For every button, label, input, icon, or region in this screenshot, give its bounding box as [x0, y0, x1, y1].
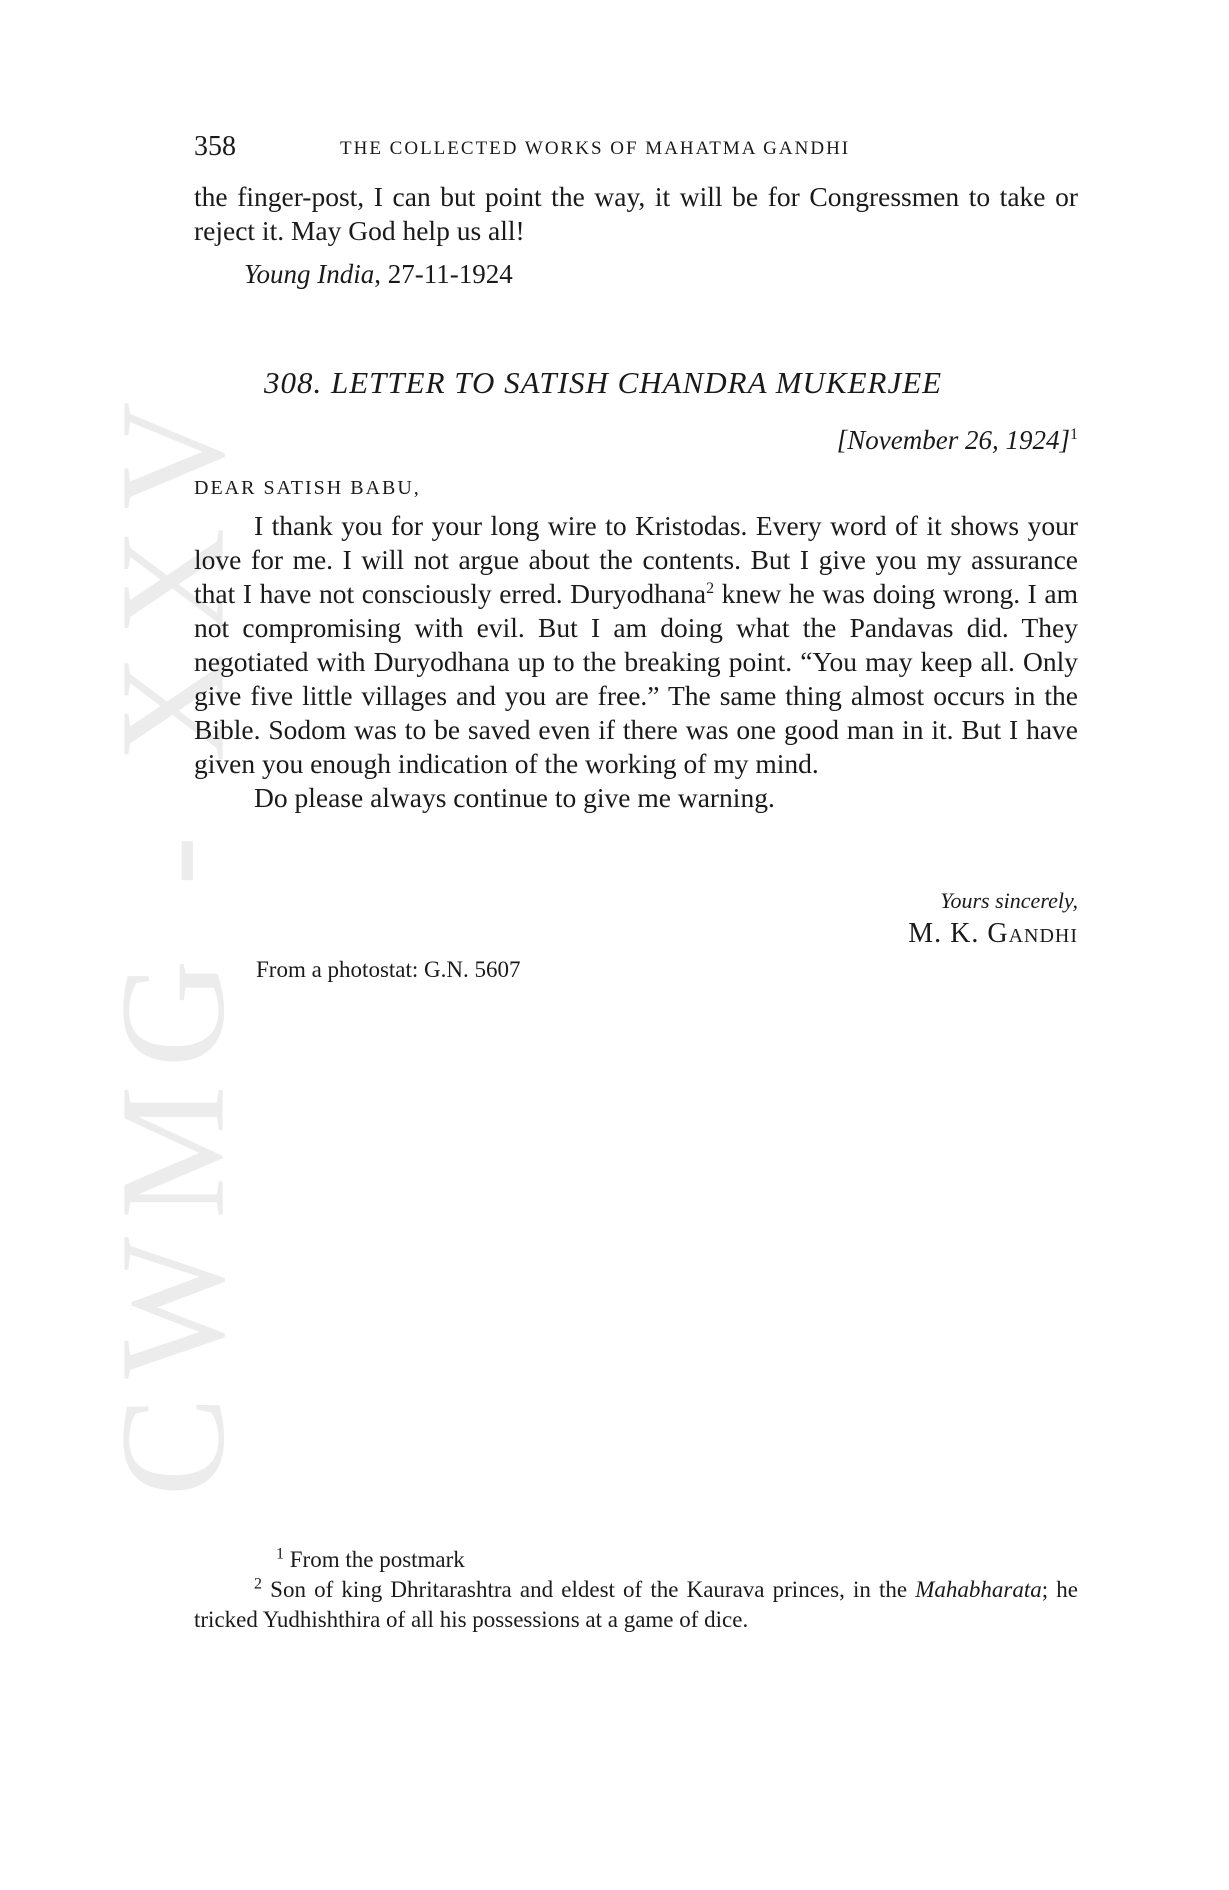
- footnote-ref-2: 2: [706, 579, 715, 597]
- source-publication: Young India: [244, 259, 375, 289]
- source-citation: [194, 259, 1128, 290]
- letter-closing: Yours sincerely,: [940, 888, 1078, 913]
- watermark-text: CWMG - XXV: [90, 383, 257, 1497]
- book-title: THE COLLECTED WORKS OF MAHATMA GANDHI: [340, 138, 851, 159]
- source-note: From a photostat: G.N. 5607: [256, 957, 521, 982]
- letter-paragraph-1-part-b: knew he was doing wrong. I am not compromising with evil. But I am doing what the Pandavas did. They negotiated with Duryodhana up to the breaking point. “You may keep all. Only give five little villages and you are free.” The same thing almost occurs in the Bible. Sodom was to be saved even if there was one good man in it. But I have given you enough indication of the working of my mind.: [194, 578, 1079, 779]
- footnote-2-text-a: Son of king Dhritarashtra and eldest of the Kaurava princes, in the: [262, 1577, 916, 1602]
- signature-initials: M. K.: [908, 918, 988, 949]
- letter-salutation: DEAR SATISH BABU,: [194, 477, 421, 499]
- source-date: , 27-11-1924: [374, 259, 513, 289]
- footnote-2: [194, 1575, 1078, 1635]
- footnote-1: [194, 1545, 1078, 1575]
- letter-paragraph-1-part-a: I thank you for your long wire to Kristodas. Every word of it shows your love for me. I will not argue about the contents. But I give you my assurance that I have not consciously erred. Duryodhana: [194, 510, 1078, 609]
- footnote-ref-1: 1: [1070, 426, 1078, 443]
- letter-paragraph-1: [194, 509, 1078, 781]
- page-number: 358: [194, 131, 236, 162]
- footnote-1-marker: 1: [276, 1545, 284, 1563]
- continuation-paragraph: [194, 180, 1078, 248]
- footnotes: [194, 1545, 1078, 1635]
- footnote-2-text-b: ; he tricked Yudhishthira of all his possessions at a game of dice.: [194, 1577, 1078, 1632]
- letter-date: [194, 425, 1078, 456]
- continuation-text: the finger-post, I can but point the way, it will be for Congressmen to take or reject it. May God help us all!: [194, 181, 1078, 246]
- signature-surname: Gandhi: [987, 918, 1078, 949]
- letter-paragraph-2: Do please always continue to give me warning.: [254, 782, 775, 813]
- footnote-1-text: From the postmark: [284, 1547, 465, 1572]
- footnote-2-italic: Mahabharata: [915, 1577, 1042, 1602]
- letter-date-text: [November 26, 1924]: [836, 425, 1070, 455]
- footnote-2-marker: 2: [254, 1575, 262, 1593]
- running-head: [194, 131, 1078, 165]
- letter-signature: [194, 918, 1078, 950]
- letter-body: [194, 509, 1078, 815]
- section-title: 308. LETTER TO SATISH CHANDRA MUKERJEE: [264, 365, 943, 400]
